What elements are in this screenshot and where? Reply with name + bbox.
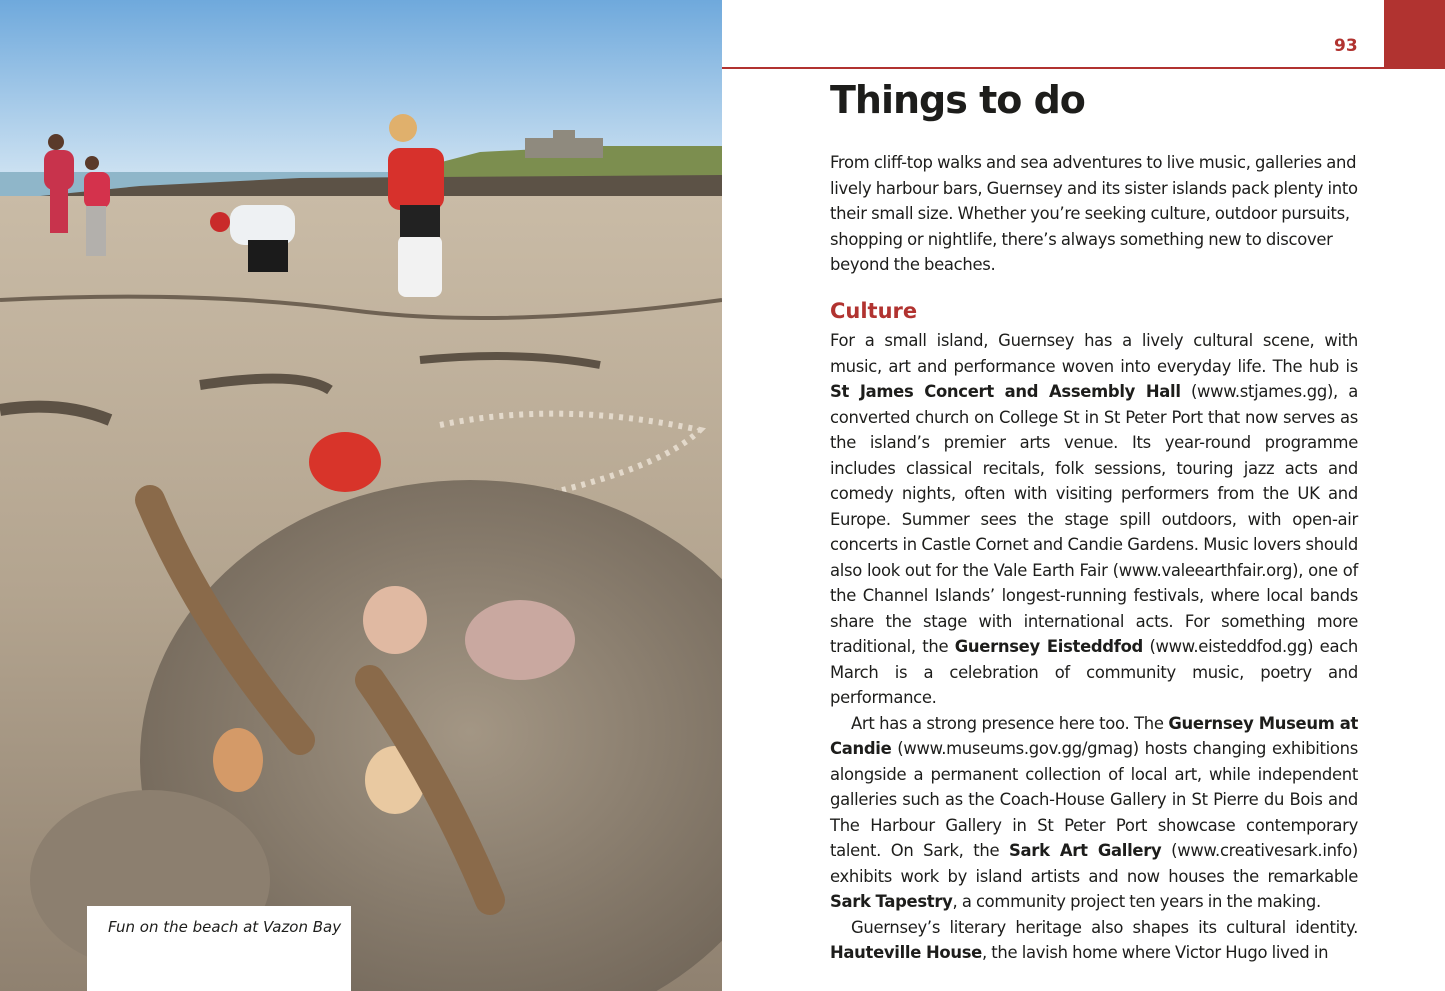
photo-caption: Fun on the beach at Vazon Bay <box>108 918 342 936</box>
p1-text-2: (www.stjames.gg), a converted church on College St in St Peter Port that now serves as the island’s premier arts venue. Its year-round programme includes classical recitals, folk sessions, touring jazz acts and comedy nights, often with visiting performers from the UK and Europe. Summer sees the stage spill outdoors, with open-air concerts in Castle Cornet and Candie Gardens. Music lovers should also look out for the Vale Earth Fair (www.valeearthfair.org), one of the Channel Islands’ longest-running festivals, where local bands share the stage with international acts. For something more traditional, the <box>830 382 1358 656</box>
corner-tab <box>1384 0 1445 69</box>
section-heading-culture: Culture <box>830 299 918 323</box>
p1-bold-venue: St James Concert and Assembly Hall <box>830 382 1181 401</box>
culture-section-body <box>830 328 1358 966</box>
p3-text-1: Guernsey’s literary heritage also shapes its cultural identity. <box>851 917 1358 937</box>
photo-caption-box <box>87 906 351 991</box>
p2-text-4: , a community project ten years in the making. <box>952 892 1321 911</box>
p2-text-1: Art has a strong presence here too. The <box>851 713 1169 733</box>
p1-bold-eisteddfod: Guernsey Eisteddfod <box>954 637 1143 656</box>
p3-text-2: , the lavish home where Victor Hugo lived in <box>981 943 1329 962</box>
p2-bold-museum: Guernsey Museum at Candie <box>830 713 1358 758</box>
header-rule <box>722 67 1445 69</box>
p1-text-3: (www.eisteddfod.gg) each March is a celebration of community music, poetry and performance. <box>830 637 1358 707</box>
p1-text-1: For a small island, Guernsey has a lively cultural scene, with music, art and performance woven into everyday life. The hub is <box>830 331 1358 376</box>
p2-bold-gallery: Sark Art Gallery <box>1009 841 1162 860</box>
intro-paragraph: From cliff-top walks and sea adventures to live music, galleries and lively harbour bars, Guernsey and its sister islands pack plenty into their small size. Whether you’re seeking culture, outdoor pursuits, shopping or nightlife, there’s always something new to discover beyond the beaches. <box>830 153 1358 274</box>
page-number: 93 <box>1334 36 1358 56</box>
text-page <box>722 0 1445 991</box>
beach-photo <box>0 0 722 991</box>
beach-photo-illustration <box>0 0 722 991</box>
page-title: Things to do <box>830 78 1085 122</box>
p2-text-3: (www.creativesark.info) exhibits work by island artists and now houses the remarkable <box>830 841 1358 886</box>
p3-bold-hauteville: Hauteville House <box>830 943 982 962</box>
p2-bold-tapestry: Sark Tapestry <box>830 892 953 911</box>
culture-paragraph-3 <box>830 915 1358 966</box>
culture-paragraph-1 <box>830 328 1358 711</box>
culture-paragraph-2 <box>830 711 1358 915</box>
p2-text-2: (www.museums.gov.gg/gmag) hosts changing exhibitions alongside a permanent collection of local art, while independent galleries such as the Coach-House Gallery in St Pierre du Bois and The Harbour Gallery in St Peter Port showcase contemporary talent. On Sark, the <box>830 739 1358 860</box>
